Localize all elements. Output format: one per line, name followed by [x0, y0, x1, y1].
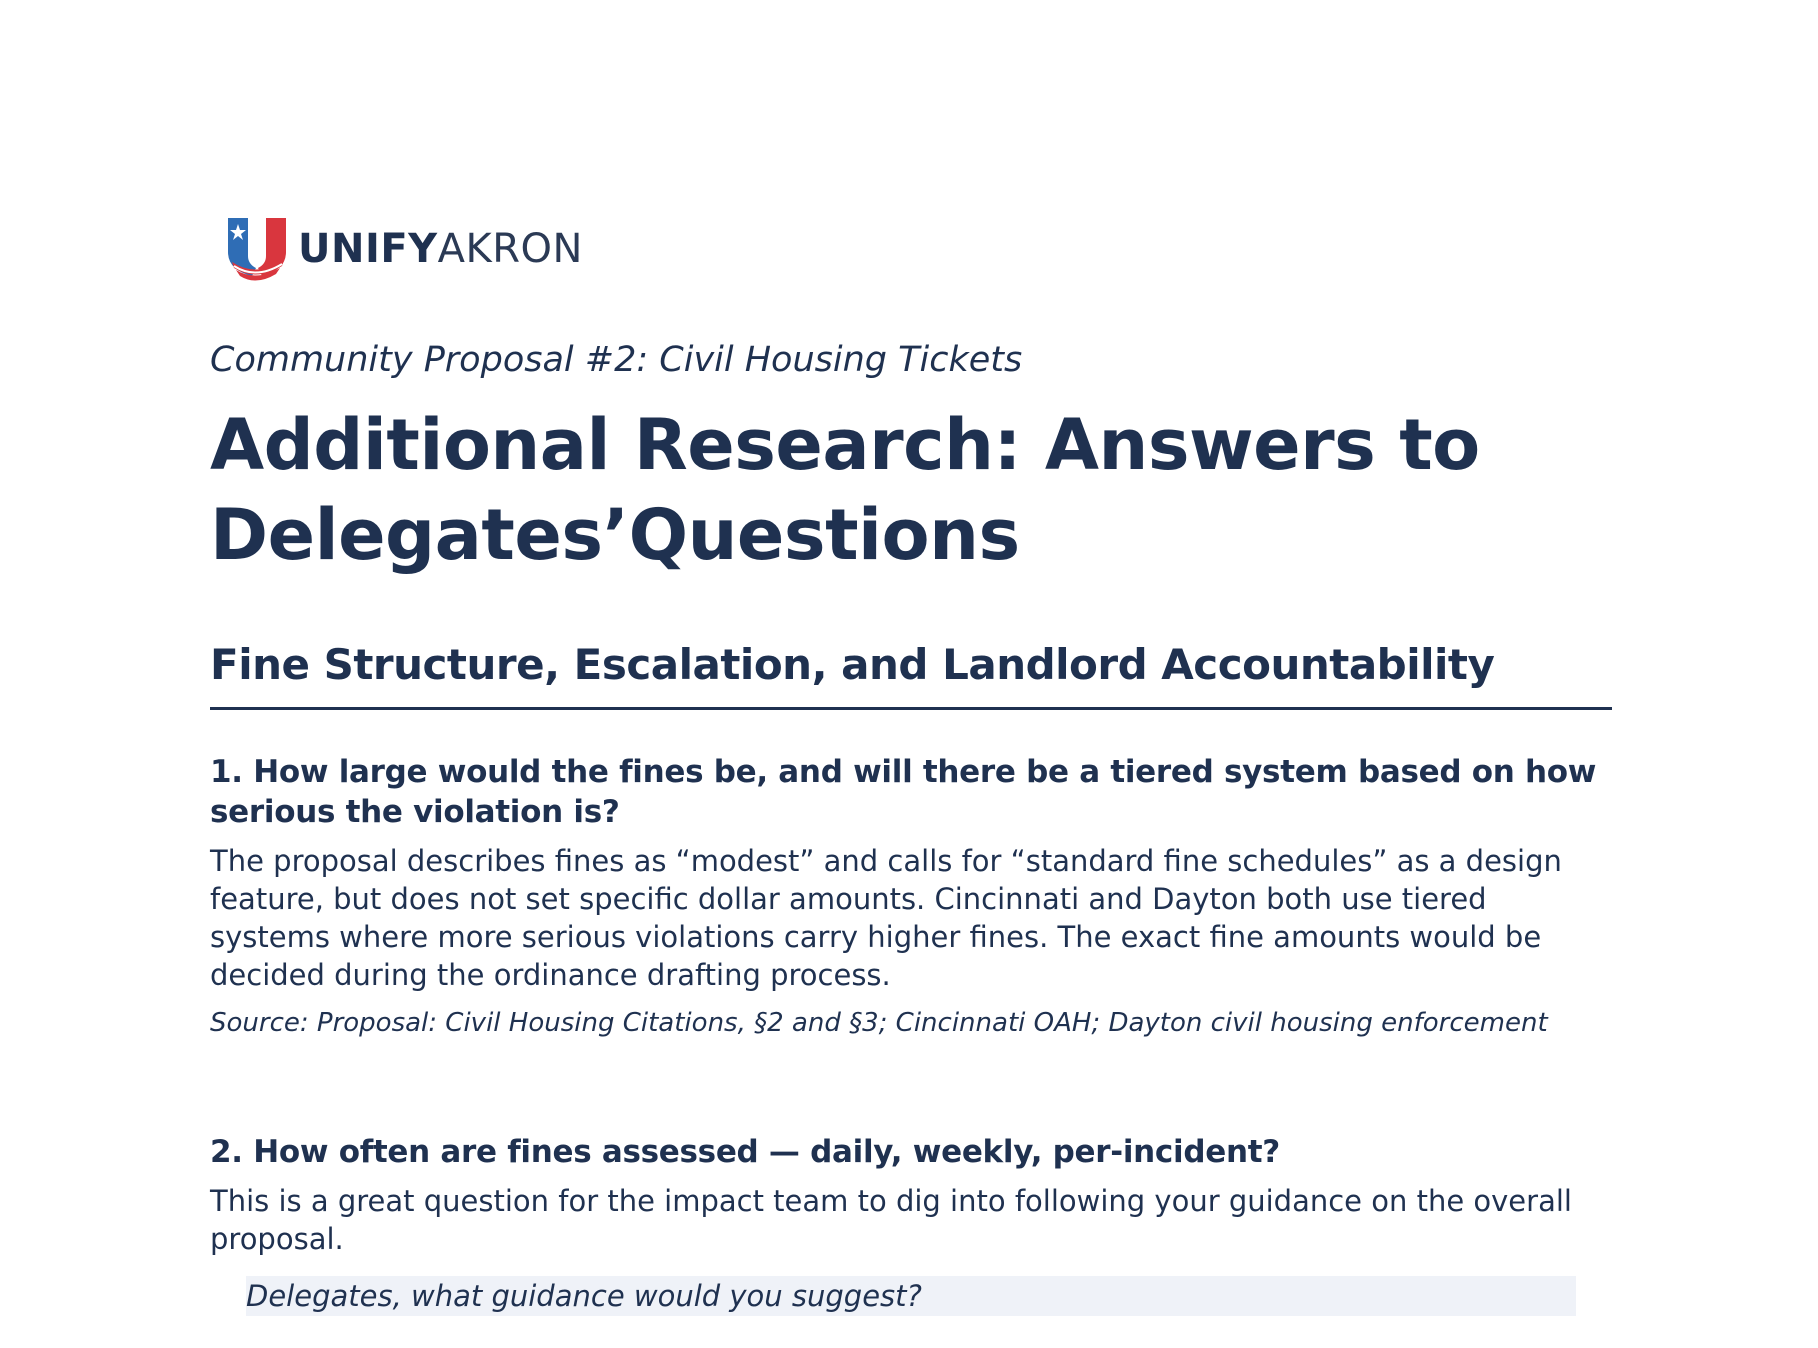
logo-wordmark-light: AKRON	[437, 226, 583, 272]
question-2-heading: 2. How often are fines assessed — daily, weekly, per-incident?	[210, 1133, 1280, 1170]
document-title-line-2: Delegates’Questions	[210, 494, 1020, 577]
document-subtitle: Community Proposal #2: Civil Housing Tickets	[210, 340, 1023, 380]
logo-wordmark-bold: UNIFY	[298, 226, 438, 272]
document-title-line-1: Additional Research: Answers to	[210, 404, 1480, 487]
question-1	[210, 752, 1612, 1040]
section-heading: Fine Structure, Escalation, and Landlord Accountability	[210, 640, 1495, 690]
u-shield-icon	[226, 216, 288, 282]
delegate-guidance-callout: Delegates, what guidance would you suggest?	[246, 1276, 1576, 1316]
section-divider	[210, 707, 1612, 710]
document-title	[210, 400, 1612, 580]
unifyakron-logo	[226, 214, 1612, 284]
question-1-body: The proposal describes fines as “modest” and calls for “standard fine schedules” as a design feature, but does not set specific dollar amounts. Cincinnati and Dayton both use tiered systems where more serious violations carry higher fines. The exact fine amounts would be decided during the ordinance drafting process.	[210, 843, 1562, 992]
question-2	[210, 1132, 1612, 1316]
question-1-source: Source: Proposal: Civil Housing Citations, §2 and §3; Cincinnati OAH; Dayton civil housing enforcement	[210, 1007, 1548, 1038]
question-1-heading: 1. How large would the fines be, and will there be a tiered system based on how serious the violation is?	[210, 753, 1597, 830]
logo-wordmark	[298, 226, 583, 272]
question-2-body: This is a great question for the impact team to dig into following your guidance on the overall proposal.	[210, 1183, 1572, 1256]
document-content	[210, 214, 1612, 1316]
